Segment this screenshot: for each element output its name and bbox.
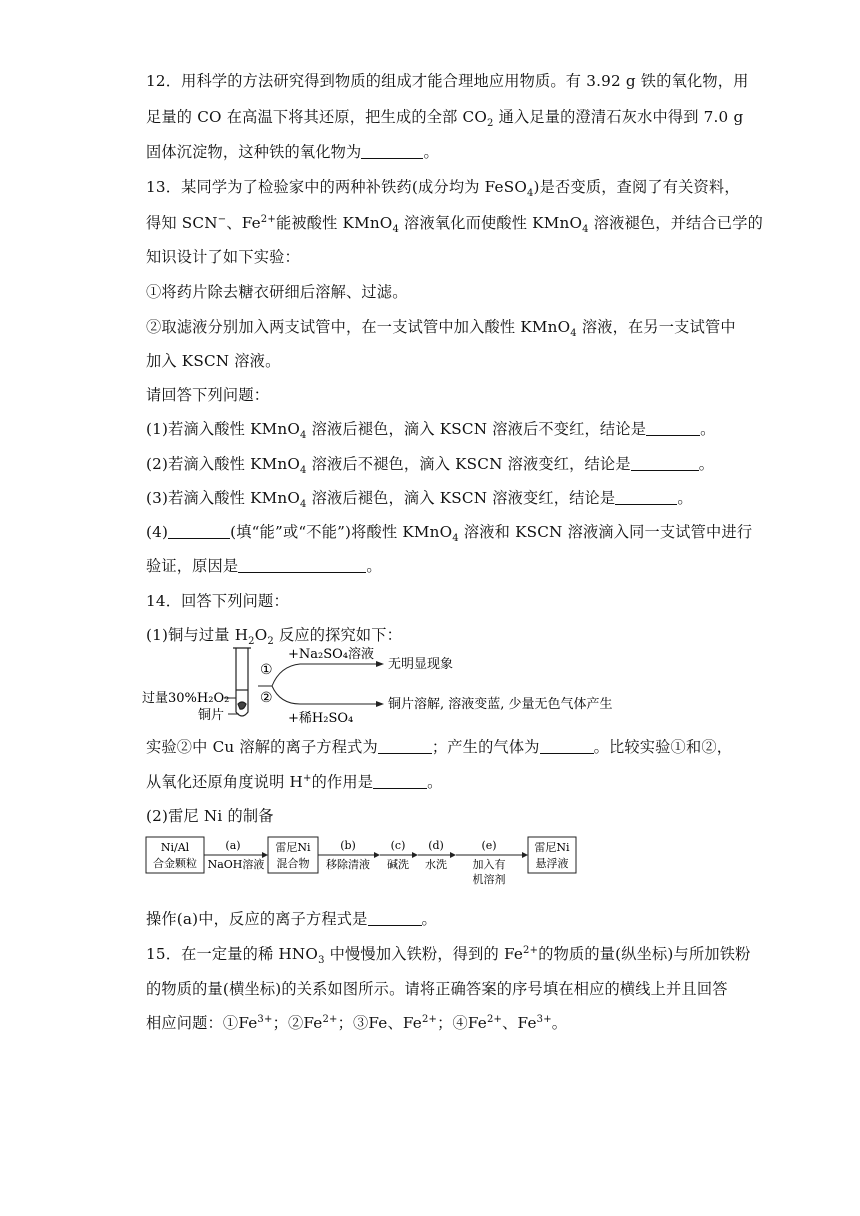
q14-line1: 14．回答下列问题：: [146, 592, 289, 610]
reagent-label: 过量30%H₂O₂: [142, 691, 230, 706]
q14-part2-title: (2)雷尼 Ni 的制备: [146, 807, 274, 825]
svg-text:(b): (b): [340, 839, 356, 852]
q15-line2: 的物质的量(横坐标)的关系如图所示。请将正确答案的序号填在相应的横线上并且回答: [146, 980, 728, 998]
q13-part3: (3)若滴入酸性 KMnO$_4$ 溶液后褪色，滴入 KSCN 溶液变红，结论是 。: [146, 489, 693, 511]
answer-blank[interactable]: [373, 774, 427, 789]
answer-blank[interactable]: [368, 911, 422, 926]
test-tube-icon: [233, 648, 251, 716]
svg-text:②: ②: [260, 690, 273, 706]
copper-label: 铜片: [198, 708, 225, 723]
svg-text:①: ①: [260, 662, 273, 678]
arrow-icon: [376, 701, 384, 707]
q13-part4: (4) (填“能”或“不能”)将酸性 KMnO$_4$ 溶液和 KSCN 溶液滴入同一支试管中进行: [146, 523, 753, 545]
svg-text:(d): (d): [428, 839, 444, 852]
answer-blank[interactable]: [238, 558, 366, 573]
svg-text:铜片溶解, 溶液变蓝, 少量无色气体产生: 铜片溶解, 溶液变蓝, 少量无色气体产生: [388, 697, 613, 712]
q13-step2: ②取滤液分别加入两支试管中，在一支试管中加入酸性 KMnO$_4$ 溶液，在另一支试管中: [146, 318, 736, 340]
q13-part4-cont: 验证，原因是 。: [146, 557, 382, 575]
svg-text:雷尼Ni: 雷尼Ni: [534, 841, 570, 854]
arrow-icon: [376, 661, 384, 667]
q13-prompt: 请回答下列问题：: [146, 386, 270, 404]
experiment-figure: [140, 642, 620, 730]
q15-line1: 15．在一定量的稀 $HNO_3$ 中慢慢加入铁粉，得到的 $Fe^{2+}$的物质的量(纵坐标)与所加铁粉: [146, 944, 751, 967]
answer-blank[interactable]: [378, 739, 432, 754]
q13-line1: 13．某同学为了检验家中的两种补铁药(成分均为 FeSO$_4$)是否变质，查阅了有关资料，: [146, 178, 740, 200]
answer-blank[interactable]: [646, 421, 700, 436]
q12-line2: 足量的 CO 在高温下将其还原，把生成的全部 $CO_2$ 通入足量的澄清石灰水中得到 7.0 g: [146, 108, 744, 130]
q13-line3: 知识设计了如下实验：: [146, 248, 300, 266]
svg-text:合金颗粒: 合金颗粒: [153, 857, 197, 870]
q14-part1-title: (1)铜与过量 $H_2O_2$ 反应的探究如下：: [146, 626, 403, 648]
svg-text:(a): (a): [225, 839, 241, 852]
q13-line2: 得知 SCN−、$Fe^{2+}$能被酸性 KMnO$_4$ 溶液氧化而使酸性 KMnO$_4$ 溶液褪色，并结合已学的: [146, 213, 763, 236]
q14-part1-q1: 实验②中 Cu 溶解的离子方程式为 ；产生的气体为 。比较实验①和②，: [146, 738, 733, 756]
svg-text:水洗: 水洗: [425, 858, 447, 871]
answer-blank[interactable]: [615, 490, 677, 505]
svg-text:无明显现象: 无明显现象: [388, 657, 454, 672]
answer-blank[interactable]: [631, 456, 699, 471]
q13-part1: (1)若滴入酸性 KMnO$_4$ 溶液后褪色，滴入 KSCN 溶液后不变红，结论是 。: [146, 420, 716, 442]
svg-text:+Na₂SO₄溶液: +Na₂SO₄溶液: [288, 647, 375, 662]
q15-line3: 相应问题：$①Fe^{3+}$；$②Fe^{2+}$；③Fe、$Fe^{2+}$；$④Fe^{2+}$、$Fe^{3+}$。: [146, 1013, 568, 1032]
q13-step2-cont: 加入 KSCN 溶液。: [146, 352, 281, 370]
q13-step1: ①将药片除去糖衣研细后溶解、过滤。: [146, 283, 408, 301]
svg-text:(c): (c): [390, 839, 406, 852]
svg-text:Ni/Al: Ni/Al: [160, 841, 190, 854]
answer-blank[interactable]: [540, 739, 594, 754]
q13-part2: (2)若滴入酸性 KMnO$_4$ 溶液后不褪色，滴入 KSCN 溶液变红，结论是 。: [146, 455, 715, 477]
svg-text:加入有: 加入有: [472, 858, 506, 871]
raney-ni-flowchart: [144, 834, 580, 896]
svg-text:机溶剂: 机溶剂: [472, 873, 506, 886]
svg-text:悬浮液: 悬浮液: [535, 857, 569, 870]
svg-text:移除清液: 移除清液: [326, 858, 370, 871]
svg-text:(e): (e): [481, 839, 497, 852]
q14-part1-q2: 从氧化还原角度说明 H+的作用是 。: [146, 772, 443, 791]
svg-text:NaOH溶液: NaOH溶液: [207, 858, 265, 871]
answer-blank[interactable]: [361, 144, 423, 159]
svg-text:+稀H₂SO₄: +稀H₂SO₄: [288, 711, 354, 726]
answer-blank[interactable]: [168, 524, 230, 539]
svg-text:碱洗: 碱洗: [387, 858, 409, 871]
q12-line1: 12．用科学的方法研究得到物质的组成才能合理地应用物质。有 3.92 g 铁的氧化物，用: [146, 72, 749, 90]
q14-part2-q: 操作(a)中，反应的离子方程式是 。: [146, 910, 437, 928]
svg-text:雷尼Ni: 雷尼Ni: [275, 841, 311, 854]
svg-text:混合物: 混合物: [276, 857, 310, 870]
q12-line3: 固体沉淀物，这种铁的氧化物为 。: [146, 143, 439, 161]
